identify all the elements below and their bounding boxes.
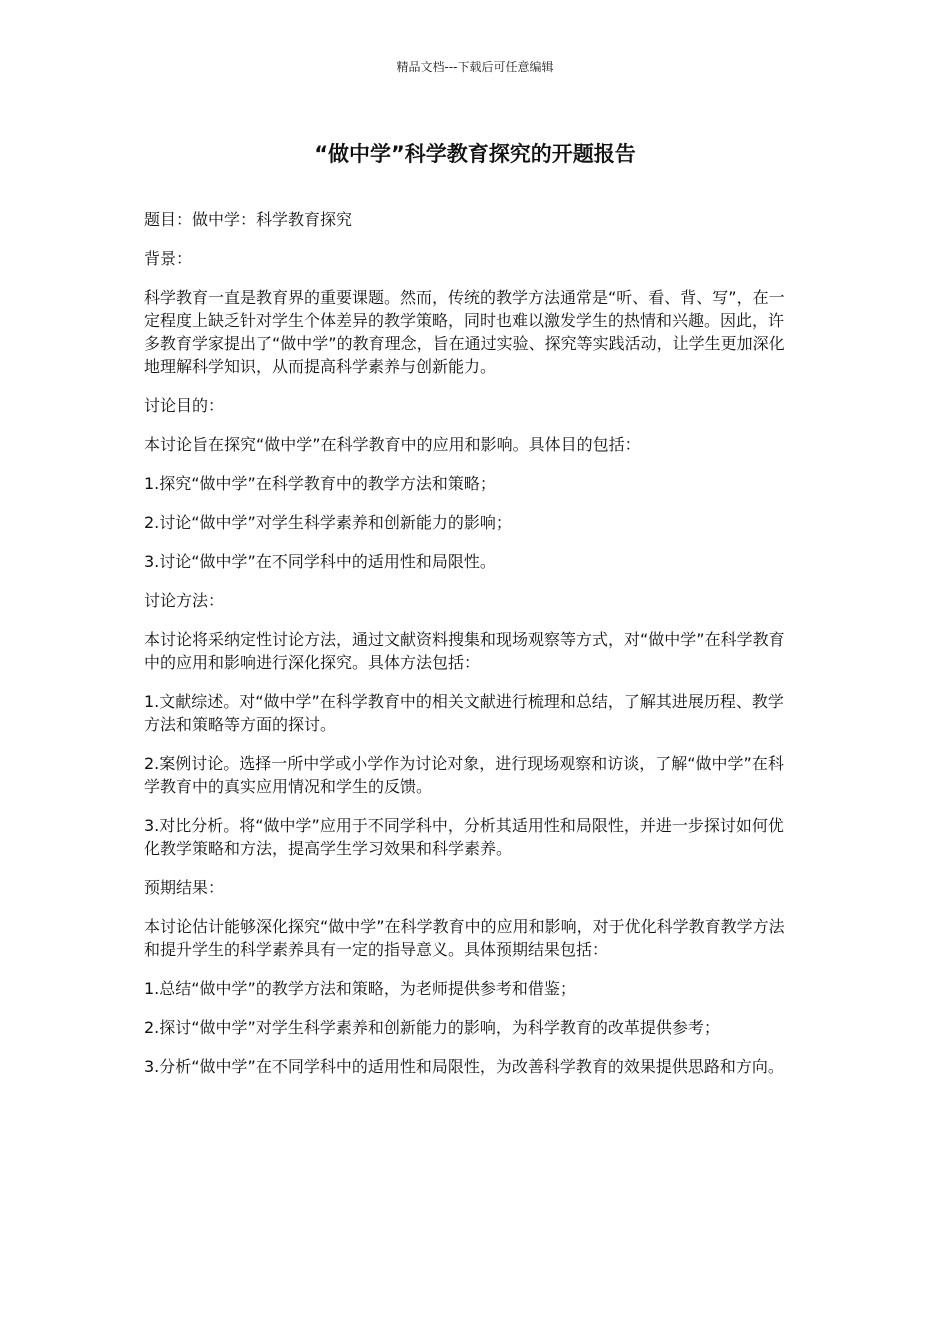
purpose-intro: 本讨论旨在探究“做中学”在科学教育中的应用和影响。具体目的包括： xyxy=(144,435,641,454)
section-heading-method: 讨论方法： xyxy=(144,591,225,610)
purpose-item-2: 2.讨论“做中学”对学生科学素养和创新能力的影响； xyxy=(144,513,512,532)
document-title: “做中学”科学教育探究的开题报告 xyxy=(314,142,636,166)
purpose-item-1: 1.探究“做中学”在科学教育中的教学方法和策略； xyxy=(144,474,496,493)
results-item-3: 3.分析“做中学”在不同学科中的适用性和局限性，为改善科学教育的效果提供思路和方向。 xyxy=(144,1057,784,1076)
method-item-3: 3.对比分析。将“做中学”应用于不同学科中，分析其适用性和局限性，并进一步探讨如何优化教学策略和方法，提高学生学习效果和科学素养。 xyxy=(144,816,784,858)
method-item-2: 2.案例讨论。选择一所中学或小学作为讨论对象，进行现场观察和访谈，了解“做中学”在科学教育中的真实应用情况和学生的反馈。 xyxy=(144,754,784,796)
method-intro: 本讨论将采纳定性讨论方法，通过文献资料搜集和现场观察等方式，对“做中学”在科学教育中的应用和影响进行深化探究。具体方法包括： xyxy=(144,630,785,672)
results-intro: 本讨论估计能够深化探究“做中学”在科学教育中的应用和影响，对于优化科学教育教学方法和提升学生的科学素养具有一定的指导意义。具体预期结果包括： xyxy=(144,917,785,959)
results-item-2: 2.探讨“做中学”对学生科学素养和创新能力的影响，为科学教育的改革提供参考； xyxy=(144,1018,720,1037)
section-heading-purpose: 讨论目的： xyxy=(144,396,225,415)
background-paragraph: 科学教育一直是教育界的重要课题。然而，传统的教学方法通常是“听、看、背、写”，在一定程度上缺乏针对学生个体差异的教学策略，同时也难以激发学生的热情和兴趣。因此，许多教育学家提出了“做中学”的教育理念，旨在通过实验、探究等实践活动，让学生更加深化地理解科学知识，从而提高科学素养与创新能力。 xyxy=(144,288,785,376)
section-heading-results: 预期结果： xyxy=(144,878,225,897)
purpose-item-3: 3.讨论“做中学”在不同学科中的适用性和局限性。 xyxy=(144,552,496,571)
method-item-1: 1.文献综述。对“做中学”在科学教育中的相关文献进行梳理和总结，了解其进展历程、教学方法和策略等方面的探讨。 xyxy=(144,692,784,734)
topic-line: 题目：做中学：科学教育探究 xyxy=(144,210,353,229)
document-body xyxy=(144,208,796,1094)
header-note: 精品文档---下载后可任意编辑 xyxy=(396,60,554,74)
results-item-1: 1.总结“做中学”的教学方法和策略，为老师提供参考和借鉴； xyxy=(144,979,576,998)
section-heading-background: 背景： xyxy=(144,249,193,268)
